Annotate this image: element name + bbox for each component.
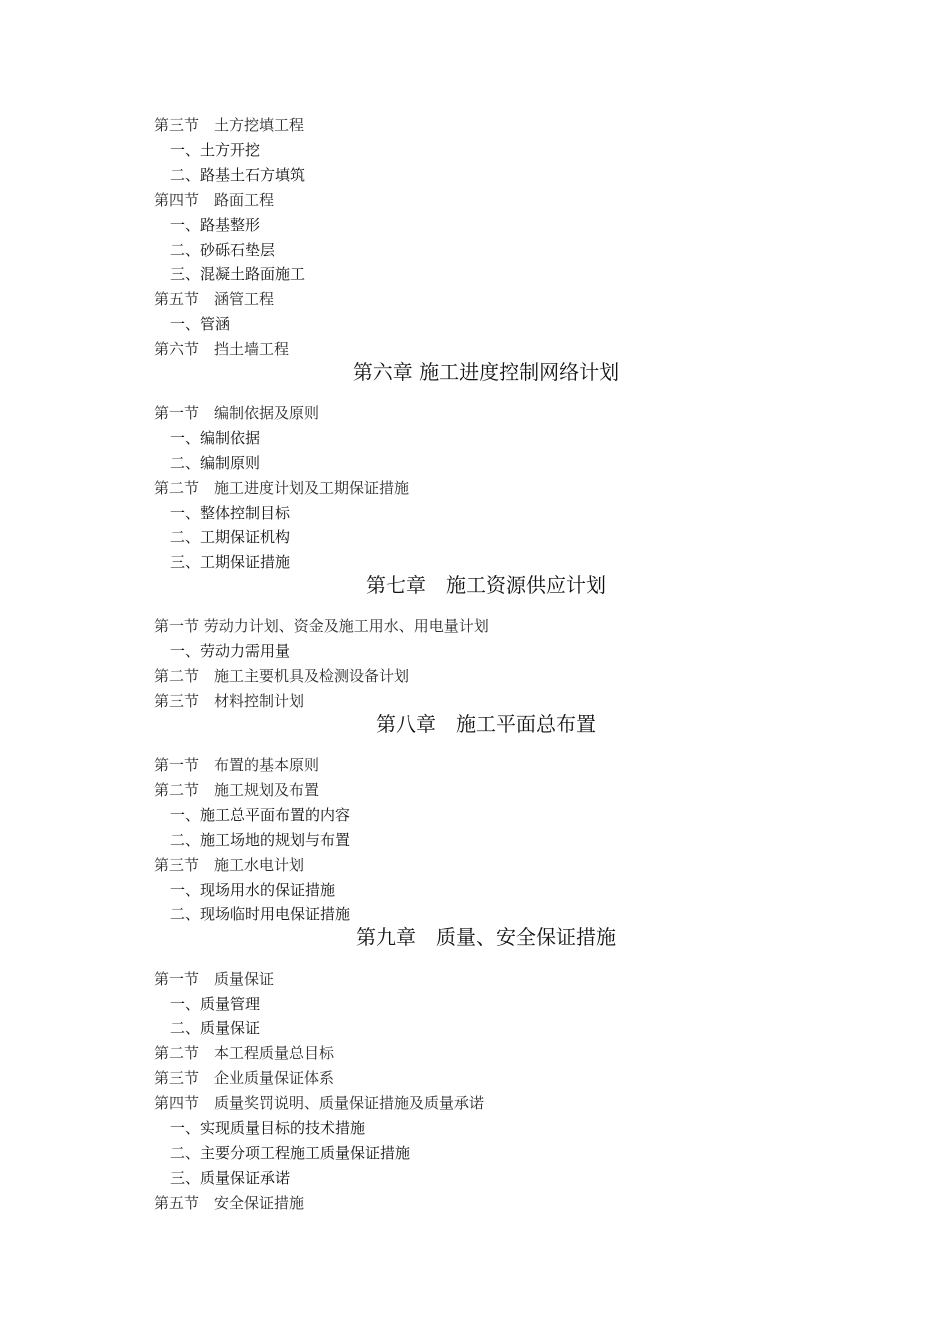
toc-section: 第三节 土方挖填工程 (154, 116, 305, 134)
toc-subsection: 一、实现质量目标的技术措施 (170, 1119, 366, 1137)
toc-subsection: 二、施工场地的规划与布置 (170, 831, 351, 849)
toc-section: 第五节 安全保证措施 (154, 1194, 305, 1212)
toc-section: 第一节 编制依据及原则 (154, 404, 320, 422)
toc-chapter-heading: 第九章 质量、安全保证措施 (356, 925, 616, 949)
toc-section: 第一节 质量保证 (154, 970, 275, 988)
toc-subsection: 一、路基整形 (170, 216, 261, 234)
toc-chapter-heading: 第七章 施工资源供应计划 (366, 573, 606, 597)
toc-section: 第三节 企业质量保证体系 (154, 1069, 335, 1087)
toc-section: 第二节 施工主要机具及检测设备计划 (154, 667, 410, 685)
toc-subsection: 二、现场临时用电保证措施 (170, 905, 351, 923)
toc-subsection: 一、劳动力需用量 (170, 642, 291, 660)
toc-section: 第六节 挡土墙工程 (154, 340, 290, 358)
toc-subsection: 三、质量保证承诺 (170, 1169, 291, 1187)
toc-subsection: 一、编制依据 (170, 429, 261, 447)
toc-section: 第一节 劳动力计划、资金及施工用水、用电量计划 (154, 617, 489, 635)
toc-section: 第四节 质量奖罚说明、质量保证措施及质量承诺 (154, 1094, 485, 1112)
toc-subsection: 一、土方开挖 (170, 141, 261, 159)
toc-subsection: 一、管涵 (170, 315, 231, 333)
toc-subsection: 二、质量保证 (170, 1019, 261, 1037)
toc-subsection: 一、施工总平面布置的内容 (170, 806, 351, 824)
toc-subsection: 二、路基土石方填筑 (170, 166, 306, 184)
toc-subsection: 一、质量管理 (170, 995, 261, 1013)
toc-subsection: 二、主要分项工程施工质量保证措施 (170, 1144, 411, 1162)
toc-section: 第二节 本工程质量总目标 (154, 1044, 335, 1062)
toc-chapter-heading: 第六章 施工进度控制网络计划 (352, 360, 620, 384)
toc-subsection: 一、整体控制目标 (170, 504, 291, 522)
toc-subsection: 二、工期保证机构 (170, 528, 291, 546)
toc-section: 第二节 施工规划及布置 (154, 781, 320, 799)
toc-subsection: 三、混凝土路面施工 (170, 265, 306, 283)
toc-subsection: 二、编制原则 (170, 454, 261, 472)
toc-section: 第二节 施工进度计划及工期保证措施 (154, 479, 410, 497)
toc-subsection: 二、砂砾石垫层 (170, 241, 276, 259)
toc-section: 第一节 布置的基本原则 (154, 756, 320, 774)
toc-chapter-heading: 第八章 施工平面总布置 (376, 712, 596, 736)
toc-section: 第三节 材料控制计划 (154, 692, 305, 710)
toc-subsection: 一、现场用水的保证措施 (170, 881, 336, 899)
toc-section: 第三节 施工水电计划 (154, 856, 305, 874)
toc-section: 第五节 涵管工程 (154, 290, 275, 308)
toc-section: 第四节 路面工程 (154, 191, 275, 209)
toc-subsection: 三、工期保证措施 (170, 553, 291, 571)
